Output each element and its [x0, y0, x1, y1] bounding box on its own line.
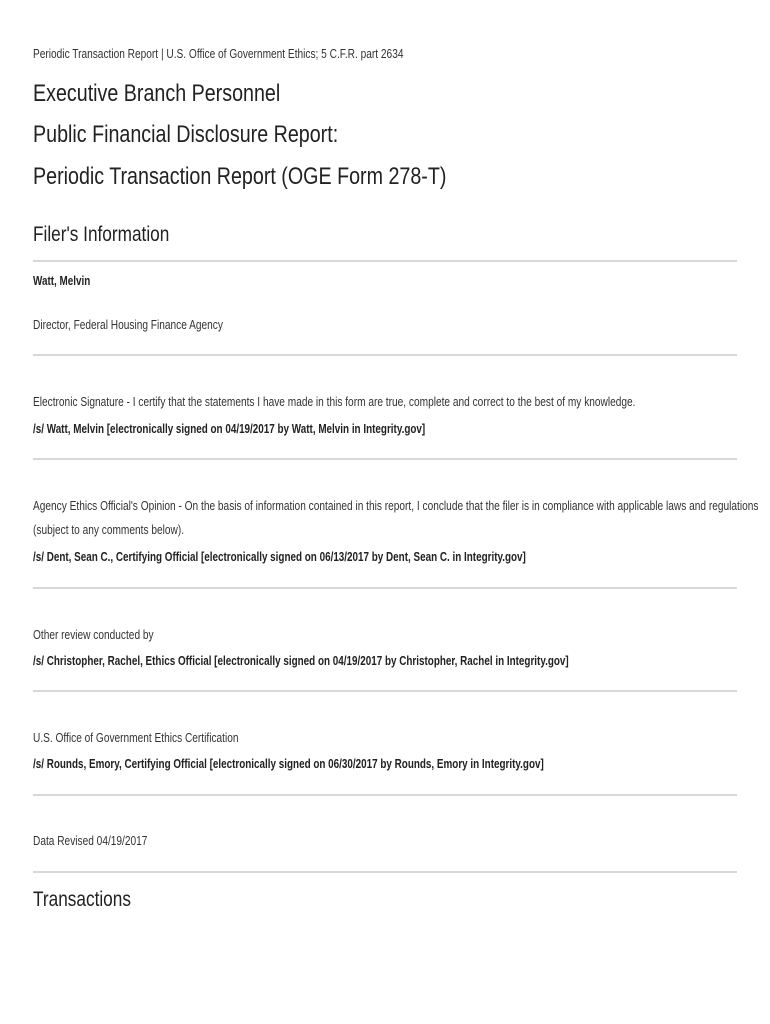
header-text: Periodic Transaction Report | U.S. Office of Government Ethics; 5 C.F.R. part 2634	[33, 46, 404, 61]
divider	[33, 794, 737, 796]
filer-signature: /s/ Watt, Melvin [electronically signed on 04/19/2017 by Watt, Melvin in Integrity.gov]	[33, 421, 426, 436]
report-title-line-1: Executive Branch Personnel	[33, 80, 281, 107]
divider	[33, 458, 737, 460]
report-title-line-2: Public Financial Disclosure Report:	[33, 121, 339, 148]
filer-position: Director, Federal Housing Finance Agency	[33, 317, 223, 332]
other-review-label: Other review conducted by	[33, 627, 154, 642]
report-header	[33, 46, 508, 61]
other-review-signature: /s/ Christopher, Rachel, Ethics Official [electronically signed on 04/19/2017 by Christopher, Rachel in Integrity.gov]	[33, 653, 569, 668]
divider	[33, 690, 737, 692]
oge-certification-signature: /s/ Rounds, Emory, Certifying Official [electronically signed on 06/30/2017 by Rounds, Emory in Integrity.gov]	[33, 756, 544, 771]
transactions-heading: Transactions	[33, 888, 131, 911]
oge-certification-label: U.S. Office of Government Ethics Certification	[33, 730, 239, 745]
agency-opinion-statement: Agency Ethics Official's Opinion - On the basis of information contained in this report, I conclude that the filer is in compliance with applicable laws and regulations	[33, 498, 759, 513]
signature-statement: Electronic Signature - I certify that the statements I have made in this form are true, complete and correct to the best of my knowledge.	[33, 394, 636, 409]
divider	[33, 871, 737, 873]
divider	[33, 587, 737, 589]
data-revised-date: Data Revised 04/19/2017	[33, 833, 148, 848]
filer-name: Watt, Melvin	[33, 273, 91, 288]
report-title-line-3: Periodic Transaction Report (OGE Form 278-T)	[33, 163, 447, 190]
divider	[33, 354, 737, 356]
agency-opinion-signature: /s/ Dent, Sean C., Certifying Official [electronically signed on 06/13/2017 by Dent, Sean C. in Integrity.gov]	[33, 549, 526, 564]
divider	[33, 260, 737, 262]
filer-info-heading: Filer's Information	[33, 223, 170, 246]
agency-opinion-statement-cont: (subject to any comments below).	[33, 522, 185, 537]
